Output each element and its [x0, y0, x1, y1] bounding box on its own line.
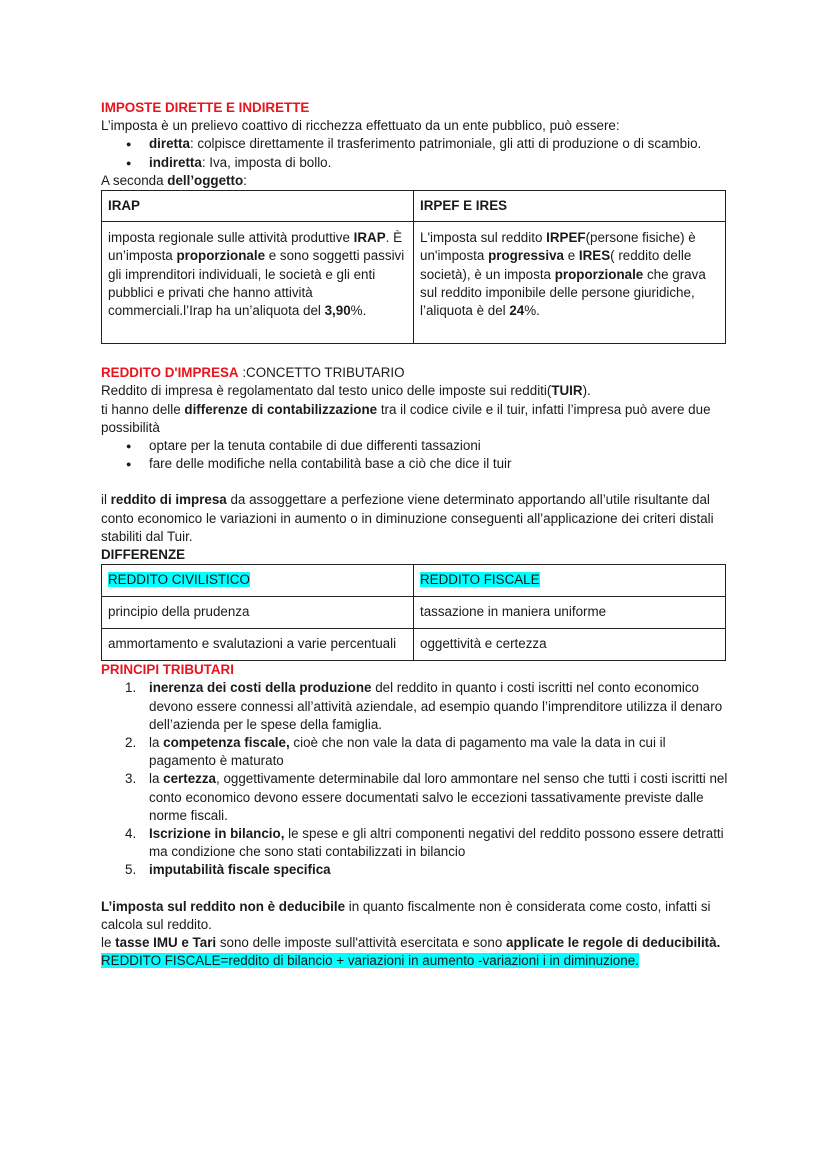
imu-tari-paragraph: le tasse IMU e Tari sono delle imposte sull'attività esercitata e sono applicate le regole di deducibilità. [101, 935, 721, 951]
intro-paragraph: L’imposta è un prelievo coattivo di ricchezza effettuato da un ente pubblico, può essere: [101, 118, 620, 134]
bullet-indiretta: ● indiretta: Iva, imposta di bollo. [101, 154, 729, 172]
bullet-possibilita-1: ● optare per la tenuta contabile di due differenti tassazioni [101, 437, 729, 455]
reddito-impresa-paragraph: il reddito di impresa da assoggettare a perfezione viene determinato apportando all’utile risultante dal conto economico le variazioni in aumento o in diminuzione conseguenti all’applicazione dei criteri distali stabiliti dal Tuir. [101, 492, 714, 544]
table-header-irpef-ires: IRPEF E IRES [414, 191, 726, 222]
possibilita-bullet-list [101, 437, 729, 473]
tuir-line: Reddito di impresa è regolamentato dal testo unico delle imposte sui redditi(TUIR). [101, 383, 591, 399]
imposte-bullet-list [101, 135, 729, 171]
table-header-irap: IRAP [102, 191, 414, 222]
oggetto-line: A seconda dell’oggetto: [101, 172, 247, 188]
heading-reddito-impresa: REDDITO D'IMPRESA :CONCETTO TRIBUTARIO [101, 365, 405, 381]
differenze-table [101, 564, 726, 661]
irpef-ires-description-cell: L'imposta sul reddito IRPEF(persone fisiche) è un'imposta progressiva e IRES( reddito delle società), è un imposta proporzionale che grava sul reddito imponibile delle persone giuridiche, l’aliquota è del 24%. [414, 222, 726, 344]
principio-item-4: 4. Iscrizione in bilancio, le spese e gli altri componenti negativi del reddito possono essere detratti ma condizione che sono stati contabilizzati in bilancio [125, 826, 724, 860]
table-row: principio della prudenza tassazione in maniera uniforme [102, 597, 726, 629]
table-header-fiscale: REDDITO FISCALE [414, 565, 726, 597]
heading-imposte-dirette-indirette: IMPOSTE DIRETTE E INDIRETTE [101, 100, 310, 115]
bullet-diretta: ● diretta: colpisce direttamente il trasferimento patrimoniale, gli atti di produzione o di scambio. [101, 135, 729, 153]
principio-item-3: 3. la certezza, oggettivamente determinabile dal loro ammontare nel senso che tutti i costi iscritti nel conto economico devono essere documentati salvo le eccezioni tassativamente previste dalle norme fiscali. [125, 771, 728, 823]
irap-irpef-table [101, 190, 726, 344]
table-row: ammortamento e svalutazioni a varie percentuali oggettività e certezza [102, 629, 726, 661]
bullet-possibilita-2: ● fare delle modifiche nella contabilità base a ciò che dice il tuir [101, 455, 729, 473]
heading-principi-tributari: PRINCIPI TRIBUTARI [101, 662, 234, 678]
principi-numbered-list [101, 679, 729, 879]
document-page [101, 99, 729, 971]
table-header-civilistico: REDDITO CIVILISTICO [102, 565, 414, 597]
imposta-non-deducibile-paragraph: L’imposta sul reddito non è deducibile in quanto fiscalmente non è considerata come costo, infatti si calcola sul reddito. [101, 898, 711, 932]
principio-item-2: 2. la competenza fiscale, cioè che non vale la data di pagamento ma vale la data in cui il pagamento è maturato [125, 735, 666, 769]
principio-item-5: 5. imputabilità fiscale specifica [125, 862, 331, 878]
principio-item-1: 1. inerenza dei costi della produzione del reddito in quanto i costi iscritti nel conto economico devono essere connessi all’attività aziendale, ad esempio quando l’imprenditore utilizza il denaro dell’azienda per le spese della famiglia. [125, 680, 723, 732]
differenze-label: DIFFERENZE [101, 547, 186, 563]
reddito-fiscale-formula: REDDITO FISCALE=reddito di bilancio + variazioni in aumento -variazioni i in diminuzione. [101, 953, 639, 969]
irap-description-cell: imposta regionale sulle attività produttive IRAP. È un’imposta proporzionale e sono soggetti passivi gli imprenditori individuali, le società e gli enti pubblici e privati che hanno attività commerciali.l’Irap ha un’aliquota del 3,90%. [102, 222, 414, 344]
differenze-contabilizzazione-line: ti hanno delle differenze di contabilizzazione tra il codice civile e il tuir, infatti l’impresa può avere due possibilità [101, 401, 711, 435]
